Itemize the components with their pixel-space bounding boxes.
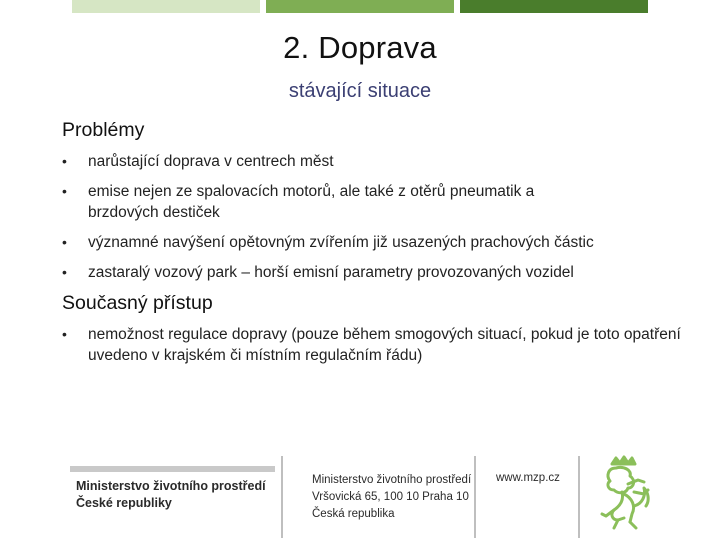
list-item-text: nemožnost regulace dopravy (pouze během smogových situací, pokud je toto opatření uvedeno v krajském či místním regulačním řádu) bbox=[88, 326, 681, 364]
list-item bbox=[62, 324, 702, 366]
bullet-icon: • bbox=[62, 234, 67, 250]
list-item bbox=[62, 151, 702, 172]
top-bar-mid bbox=[266, 0, 454, 13]
bullet-icon: • bbox=[62, 183, 67, 199]
list-item bbox=[62, 262, 702, 283]
ministry-name bbox=[76, 478, 266, 512]
top-bar-dark bbox=[460, 0, 648, 13]
current-approach-list bbox=[62, 324, 702, 375]
list-item-text: významné navýšení opětovným zvířením již usazených prachových částic bbox=[88, 234, 594, 251]
list-item bbox=[62, 181, 702, 223]
section-heading-problems: Problémy bbox=[62, 119, 145, 141]
top-bar-light bbox=[72, 0, 260, 13]
website-link[interactable]: www.mzp.cz bbox=[496, 472, 560, 484]
footer-gray-bar bbox=[70, 466, 275, 472]
address-line3: Česká republika bbox=[312, 508, 395, 520]
address-line1: Ministerstvo životního prostředí bbox=[312, 474, 472, 486]
footer-divider bbox=[578, 456, 580, 538]
bullet-icon: • bbox=[62, 326, 67, 342]
list-item bbox=[62, 232, 702, 253]
list-item-text: narůstající doprava v centrech měst bbox=[88, 153, 334, 170]
list-item-text: zastaralý vozový park – horší emisní parametry provozovaných vozidel bbox=[88, 264, 574, 281]
ministry-name-line1: Ministerstvo životního prostředí bbox=[76, 479, 266, 493]
list-item-text: emise nejen ze spalovacích motorů, ale také z otěrů pneumatik a brzdových destiček bbox=[88, 183, 535, 221]
bullet-icon: • bbox=[62, 264, 67, 280]
footer-address bbox=[312, 472, 471, 523]
footer-divider bbox=[281, 456, 283, 538]
footer-divider bbox=[474, 456, 476, 538]
ministry-name-line2: České republiky bbox=[76, 496, 172, 510]
slide-title: 2. Doprava bbox=[283, 30, 437, 65]
problems-list bbox=[62, 151, 702, 292]
slide-subtitle: stávající situace bbox=[288, 80, 432, 102]
section-heading-current-approach: Současný přístup bbox=[62, 292, 213, 314]
lion-emblem-icon bbox=[594, 454, 654, 532]
bullet-icon: • bbox=[62, 153, 67, 169]
address-line2: Vršovická 65, 100 10 Praha 10 bbox=[312, 491, 469, 503]
